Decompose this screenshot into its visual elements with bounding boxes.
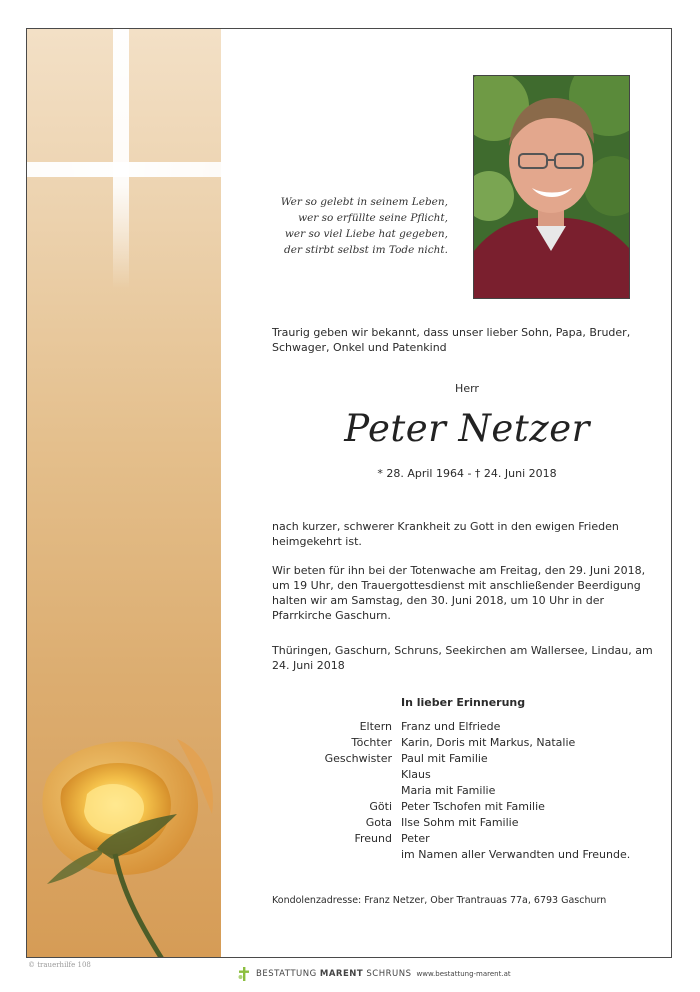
list-item bbox=[272, 719, 672, 735]
relation-names: Karin, Doris mit Markus, Natalie bbox=[401, 736, 576, 749]
poem bbox=[213, 194, 448, 258]
salutation: Herr bbox=[455, 382, 479, 395]
death-notice-text: nach kurzer, schwerer Krankheit zu Gott in den ewigen Frieden heimgekehrt ist. bbox=[272, 520, 619, 548]
place-date-text: Thüringen, Gaschurn, Schruns, Seekirchen am Wallersee, Lindau, am 24. Juni 2018 bbox=[272, 644, 653, 672]
life-dates: * 28. April 1964 - † 24. Juni 2018 bbox=[377, 467, 557, 480]
poem-line: Wer so gelebt in seinem Leben, bbox=[280, 196, 448, 208]
list-item bbox=[272, 799, 672, 815]
footer-branding bbox=[237, 965, 511, 983]
relation-names: Paul mit Familie bbox=[401, 752, 488, 765]
cross-vertical-beam bbox=[113, 29, 129, 289]
relation-label: Eltern bbox=[359, 720, 392, 733]
intro-text: Traurig geben wir bekannt, dass unser lieber Sohn, Papa, Bruder, Schwager, Onkel und Patenkind bbox=[272, 326, 631, 354]
relation-names: Peter bbox=[401, 832, 430, 845]
relation-names: Maria mit Familie bbox=[401, 784, 496, 797]
brand-location: SCHRUNS bbox=[366, 969, 412, 979]
list-item bbox=[272, 847, 672, 863]
funeral-home-logo-icon bbox=[237, 967, 251, 981]
brand-name: MARENT bbox=[319, 969, 364, 979]
relation-label: Geschwister bbox=[324, 752, 392, 765]
condolence-address: Kondolenzadresse: Franz Netzer, Ober Trantrauas 77a, 6793 Gaschurn bbox=[272, 895, 607, 906]
poem-line: wer so erfüllte seine Pflicht, bbox=[298, 212, 448, 224]
relation-label: Göti bbox=[369, 800, 392, 813]
list-item bbox=[272, 751, 672, 767]
copyright-notice: © trauerhilfe 108 bbox=[28, 961, 91, 969]
cross-horizontal-beam bbox=[27, 162, 221, 177]
list-item bbox=[272, 831, 672, 847]
list-item bbox=[272, 735, 672, 751]
portrait-photo bbox=[473, 75, 630, 299]
decorative-strip bbox=[27, 29, 221, 957]
list-item bbox=[272, 767, 672, 783]
poem-line: wer so viel Liebe hat gegeben, bbox=[284, 228, 448, 240]
relation-names: Franz und Elfriede bbox=[401, 720, 501, 733]
funeral-home-name bbox=[256, 969, 412, 979]
rose-image bbox=[27, 719, 221, 958]
poem-line: der stirbt selbst im Tode nicht. bbox=[284, 244, 448, 256]
relation-names: Ilse Sohm mit Familie bbox=[401, 816, 519, 829]
deceased-name: Peter Netzer bbox=[344, 407, 590, 450]
relation-names: Peter Tschofen mit Familie bbox=[401, 800, 545, 813]
memory-heading: In lieber Erinnerung bbox=[401, 696, 526, 709]
relation-names: Klaus bbox=[401, 768, 431, 781]
brand-prefix: BESTATTUNG bbox=[256, 969, 317, 979]
relatives-list bbox=[272, 719, 672, 863]
list-item bbox=[272, 815, 672, 831]
relation-label: Gota bbox=[365, 816, 392, 829]
list-item bbox=[272, 783, 672, 799]
relation-names: im Namen aller Verwandten und Freunde. bbox=[401, 848, 631, 861]
relation-label: Töchter bbox=[351, 736, 392, 749]
obituary-card bbox=[26, 28, 672, 958]
relation-label: Freund bbox=[354, 832, 392, 845]
funeral-details-text: Wir beten für ihn bei der Totenwache am Freitag, den 29. Juni 2018, um 19 Uhr, den Trauergottesdienst mit anschließender Beerdigung halten wir am Samstag, den 30. Juni 2018, um 10 Uhr in der Pfarrkirche Gaschurn. bbox=[272, 564, 646, 622]
website-link[interactable]: www.bestattung-marent.at bbox=[416, 970, 511, 978]
